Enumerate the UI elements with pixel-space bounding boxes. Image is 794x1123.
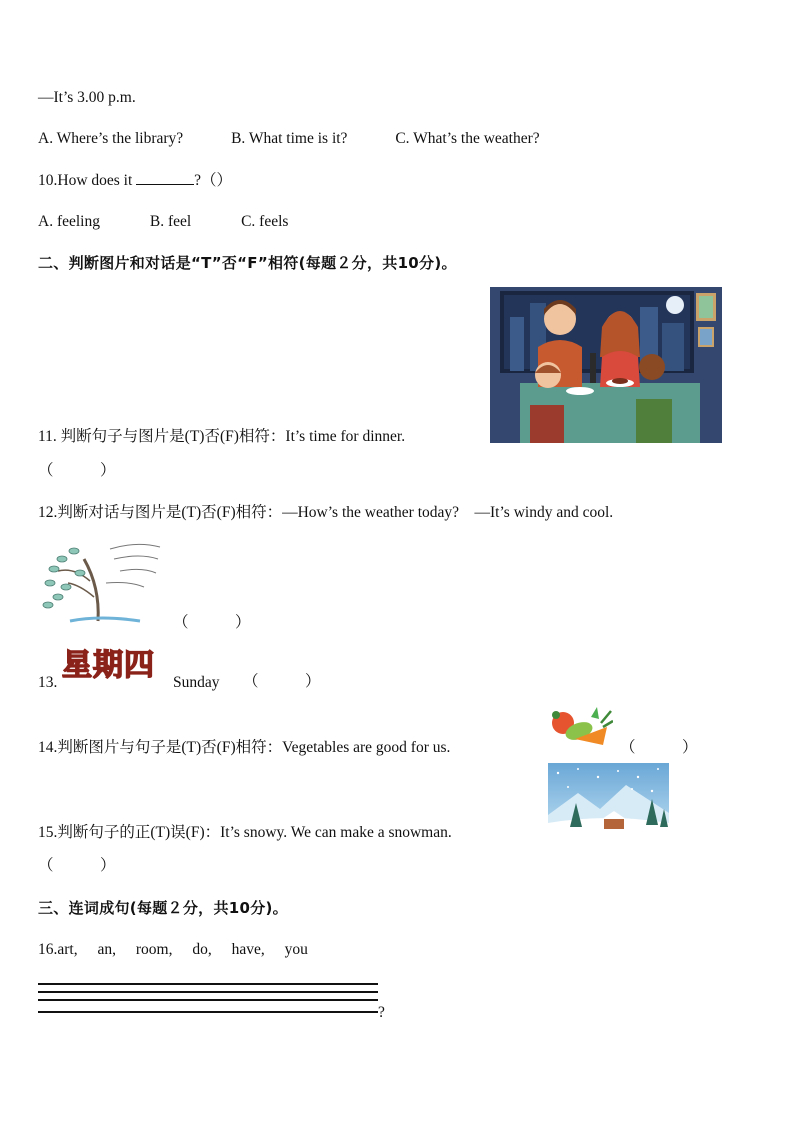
q16-word: an, — [97, 941, 116, 958]
q16-answer-line[interactable] — [38, 1011, 378, 1013]
q9-option-c[interactable]: C. What’s the weather? — [395, 130, 540, 147]
q16-answer-line[interactable] — [38, 983, 378, 985]
q9-options — [38, 129, 540, 149]
q16-word: you — [284, 941, 308, 958]
q15-answer-paren[interactable]: （ ） — [38, 857, 116, 874]
q13-word: Sunday — [173, 674, 220, 691]
q16-word: do, — [192, 941, 212, 958]
q9-option-b[interactable]: B. What time is it? — [231, 130, 348, 147]
q10-stem — [38, 170, 232, 191]
q11-question: 11. 判断句子与图片是(T)否(F)相符：It’s time for dinner. — [38, 428, 406, 445]
q16-word: art, — [57, 941, 78, 958]
q10-option-a[interactable]: A. feeling — [38, 213, 100, 230]
q14-answer-paren[interactable]: （ ） — [620, 739, 698, 756]
q13-number: 13. — [38, 674, 58, 691]
section-2-heading: 二、判断图片和对话是“T”否“F”相符(每题２分，共10分)。 — [38, 254, 457, 272]
thursday-kanji-text: 星期四 — [62, 648, 155, 683]
q9-option-a[interactable]: A. Where’s the library? — [38, 130, 184, 147]
q10-options — [38, 212, 288, 232]
q9-answer-line: —It’s 3.00 p.m. — [38, 89, 136, 106]
q16-answer-line[interactable] — [38, 999, 378, 1001]
q16-word: have, — [231, 941, 265, 958]
q10-option-b[interactable]: B. feel — [149, 213, 192, 230]
q12-answer-paren[interactable]: （ ） — [173, 614, 251, 631]
q16-word-list — [38, 940, 308, 960]
thursday-kanji-image — [62, 646, 166, 686]
q15-question: 15.判断句子的正(T)误(F)：It’s snowy. We can make a snowman. — [38, 824, 452, 841]
dinner-family-image — [490, 287, 722, 443]
q10-option-c[interactable]: C. feels — [241, 213, 289, 230]
q14-question: 14.判断图片与句子是(T)否(F)相符：Vegetables are good for us. — [38, 739, 451, 756]
snowy-landscape-image — [548, 763, 669, 838]
q11-answer-paren[interactable]: （ ） — [38, 462, 116, 479]
q13-answer-paren[interactable]: （ ） — [243, 673, 321, 690]
q16-word: room, — [135, 941, 173, 958]
q16-end-mark: ? — [378, 1004, 385, 1021]
q12-question: 12.判断对话与图片是(T)否(F)相符：—How’s the weather today? —It’s windy and cool. — [38, 504, 614, 521]
q10-answer-blank[interactable] — [136, 170, 194, 185]
q10-prefix: 10.How does it — [38, 172, 133, 189]
section-3-heading: 三、连词成句(每题２分，共10分)。 — [38, 899, 288, 917]
vegetables-image — [545, 701, 613, 753]
q10-suffix: ?（） — [194, 172, 233, 189]
q16-answer-line[interactable] — [38, 991, 378, 993]
q16-number: 16. — [38, 941, 58, 958]
windy-tree-image — [40, 537, 166, 625]
